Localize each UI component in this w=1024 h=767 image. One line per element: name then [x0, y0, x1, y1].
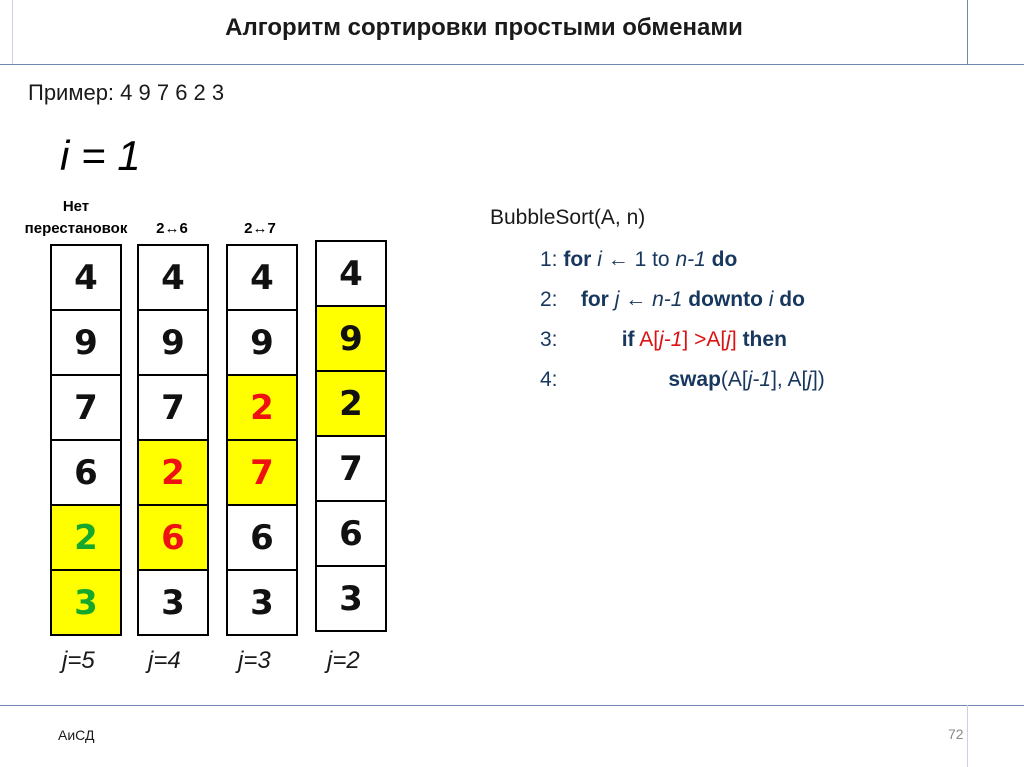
- column-1-label-line2: перестановок: [24, 220, 128, 237]
- column-3-label: [226, 218, 294, 240]
- column-2-label: [138, 218, 206, 240]
- condition-right-close: ]: [730, 328, 737, 351]
- code-line-4: [540, 368, 825, 392]
- range-start: n-1: [652, 288, 683, 311]
- column-1-label: [14, 196, 138, 240]
- condition-right-open: A[: [706, 328, 727, 351]
- column-1-label-line1: Нет: [62, 198, 90, 215]
- range-start: 1: [634, 248, 647, 271]
- array-cell-swapped: 6: [139, 506, 207, 571]
- array-cell: 6: [52, 441, 120, 506]
- array-cell-swapped: 2: [317, 372, 385, 437]
- condition-left-close: ]: [682, 328, 689, 351]
- array-column-4: [315, 240, 387, 632]
- keyword-do: do: [779, 288, 805, 311]
- assign-arrow: ←: [607, 248, 629, 271]
- array-cell-compared: 3: [52, 571, 120, 634]
- keyword-then: then: [742, 328, 787, 351]
- keyword-if: if: [621, 328, 635, 351]
- line-number: 2:: [540, 288, 558, 311]
- example-sequence: Пример: 4 9 7 6 2 3: [28, 80, 225, 105]
- line-number: 1:: [540, 248, 564, 271]
- array-cell: 4: [52, 246, 120, 311]
- range-end: i: [768, 288, 774, 311]
- iteration-label: i = 1: [60, 132, 141, 179]
- array-cell: 9: [228, 311, 296, 376]
- array-cell-swapped: 7: [228, 441, 296, 506]
- array-cell: 4: [317, 242, 385, 307]
- condition-left-index: j-1: [659, 328, 683, 351]
- footer-right-border: [967, 705, 968, 767]
- array-cell: 3: [139, 571, 207, 634]
- swap-args-open: (A[: [720, 368, 748, 391]
- assign-arrow: ←: [625, 288, 647, 311]
- keyword-for: for: [580, 288, 609, 311]
- column-1-j-label: j=5: [62, 647, 95, 674]
- line-number: 4:: [540, 368, 558, 391]
- array-cell: 9: [139, 311, 207, 376]
- array-cell-swapped: 2: [139, 441, 207, 506]
- array-column-1: [50, 244, 122, 636]
- condition-left-open: A[: [639, 328, 660, 351]
- array-cell: 4: [139, 246, 207, 311]
- column-3-j-label: j=3: [238, 647, 271, 674]
- keyword-downto: downto: [688, 288, 763, 311]
- array-cell: 7: [139, 376, 207, 441]
- array-cell: 4: [228, 246, 296, 311]
- variable-i: i: [597, 248, 602, 271]
- code-line-1: [540, 248, 737, 272]
- array-cell-swapped: 9: [317, 307, 385, 372]
- keyword-swap: swap: [668, 368, 721, 391]
- array-cell: 9: [52, 311, 120, 376]
- array-cell: 3: [317, 567, 385, 630]
- column-2-j-label: j=4: [148, 647, 181, 674]
- condition-right-index: j: [726, 328, 731, 351]
- array-cell-compared: 2: [52, 506, 120, 571]
- array-column-3: [226, 244, 298, 636]
- variable-j: j: [614, 288, 620, 311]
- page-number: 72: [948, 726, 964, 742]
- keyword-to: to: [652, 248, 670, 271]
- column-2-swap-label: 2↔6: [156, 220, 188, 237]
- greater-than-sign: >: [694, 328, 707, 351]
- code-line-2: [540, 288, 805, 312]
- swap-index-2: j: [807, 368, 812, 391]
- range-end: n-1: [675, 248, 706, 271]
- array-column-2: [137, 244, 209, 636]
- title-underline: [0, 64, 1024, 65]
- array-cell: 7: [317, 437, 385, 502]
- swap-args-close: ]): [811, 368, 825, 391]
- array-cell: 6: [228, 506, 296, 571]
- swap-args-mid: ], A[: [771, 368, 808, 391]
- line-number: 3:: [540, 328, 558, 351]
- code-line-3: [540, 328, 787, 352]
- column-4-j-label: j=2: [327, 647, 360, 674]
- array-cell-swapped: 2: [228, 376, 296, 441]
- footer-course: АиСД: [58, 727, 95, 743]
- array-cell: 7: [52, 376, 120, 441]
- swap-index-1: j-1: [747, 368, 772, 391]
- slide-title: Алгоритм сортировки простыми обменами: [225, 14, 743, 41]
- algorithm-title: BubbleSort(A, n): [490, 206, 646, 229]
- array-cell: 6: [317, 502, 385, 567]
- keyword-do: do: [711, 248, 738, 271]
- column-3-swap-label: 2↔7: [244, 220, 276, 237]
- footer-divider: [0, 705, 1024, 706]
- keyword-for: for: [563, 248, 592, 271]
- array-cell: 3: [228, 571, 296, 634]
